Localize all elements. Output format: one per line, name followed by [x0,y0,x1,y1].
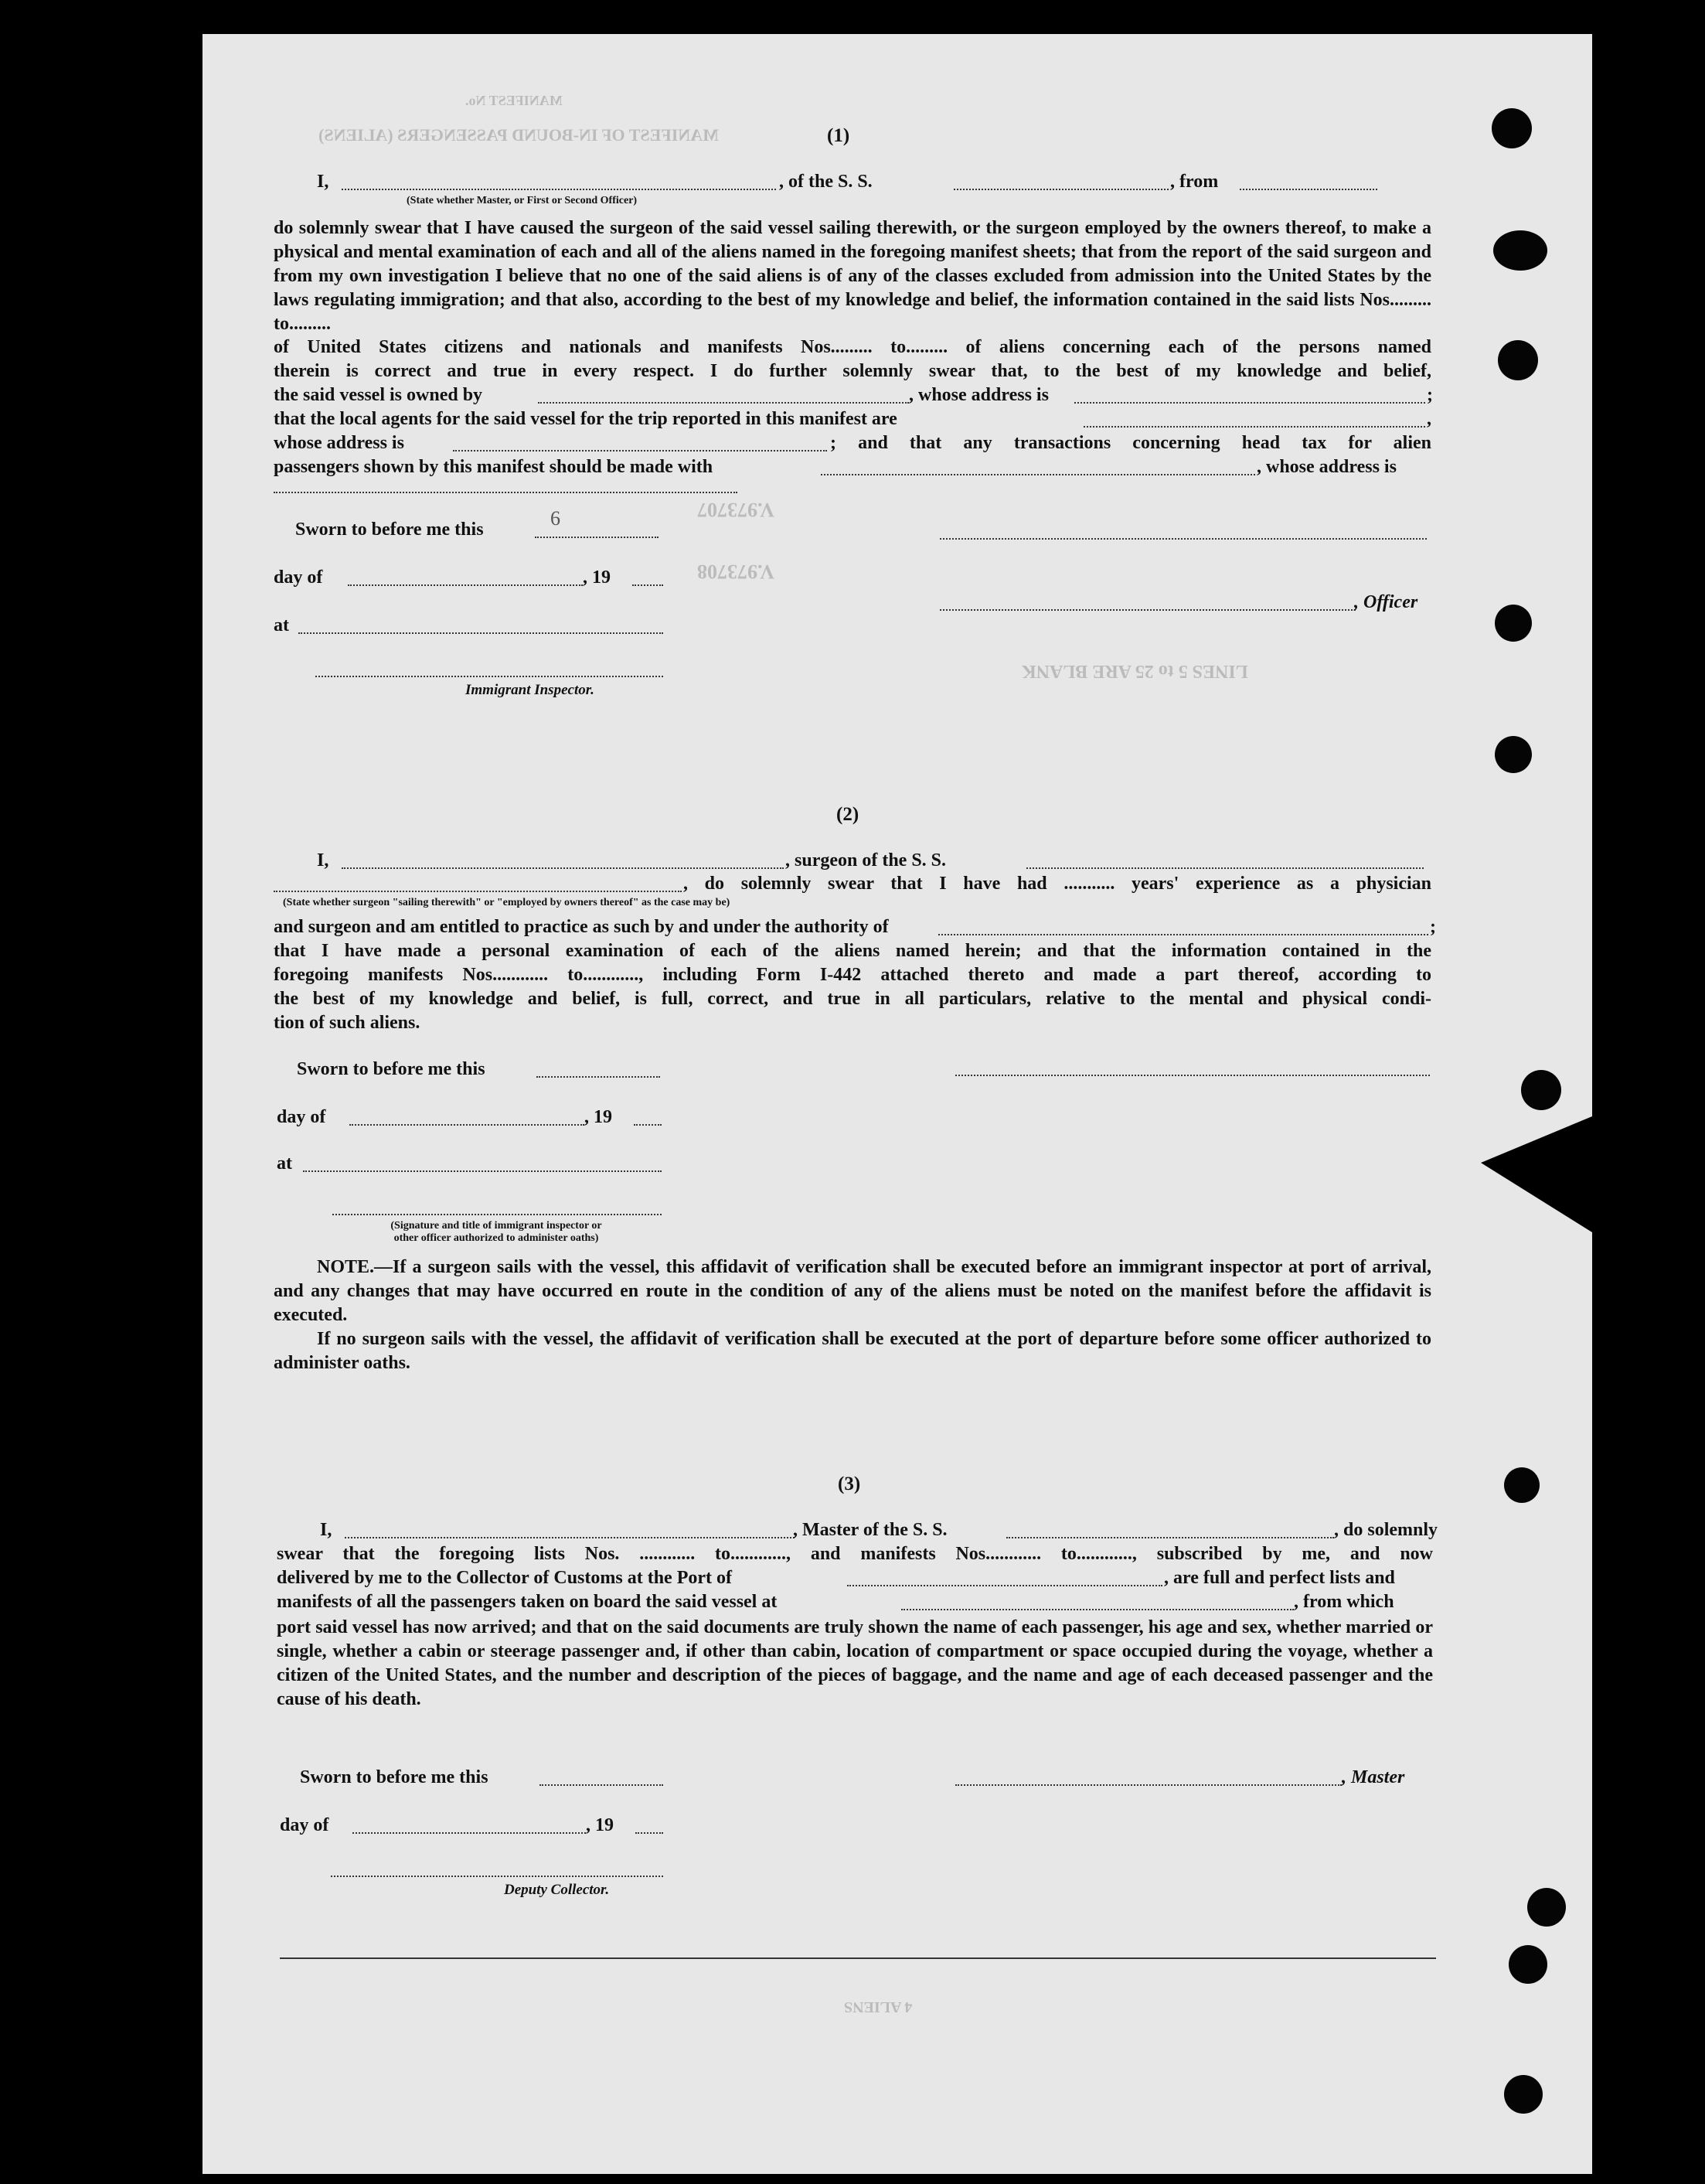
s1-local-agents: that the local agents for the said vessel for the trip reported in this manifest are [274,409,897,429]
punch-hole-4 [1495,605,1532,642]
s3-nineteen: , 19 [586,1815,614,1835]
s2-sig-note-2: other officer authorized to administer oaths) [393,1232,599,1244]
s3-vessel-blank[interactable] [1006,1537,1334,1538]
s1-year-blank[interactable] [632,584,663,586]
s2-sworn: Sworn to before me this [297,1059,485,1079]
punch-hole-1 [1492,108,1532,148]
s3-year-blank[interactable] [635,1832,663,1834]
bleed-ghost-number-2: V.973708 [697,560,774,583]
s1-agents-blank[interactable] [1084,426,1425,428]
s2-authority-blank[interactable] [938,934,1428,935]
s1-whose-address: , whose address is [909,385,1049,405]
s2-at: at [277,1153,292,1174]
s1-officer-title-line[interactable] [940,609,1356,611]
s3-from-which: , from which [1294,1592,1394,1612]
punch-hole-6 [1521,1070,1561,1110]
s3-line2: swear that the foregoing lists Nos. ............ to............, and manifests Nos............ to............, subscribed by me, and now [277,1544,1433,1564]
s1-officer-signature-line[interactable] [940,538,1427,540]
s1-nineteen: , 19 [583,567,611,588]
punch-hole-7 [1504,1467,1540,1503]
s1-day-blank[interactable] [348,584,583,586]
s1-officer-blank[interactable] [342,189,776,190]
s1-officer-label: , Officer [1354,592,1418,612]
s2-semicolon: ; [1430,917,1436,937]
bleed-manifest-no: MANIFEST No. [465,93,563,108]
s1-paragraph: do solemnly swear that I have caused the surgeon of the said vessel sailing therewith, or the surgeon employed by the owners thereof, to make a physical and mental examination of each and all of the aliens named in the foregoing manifest sheets; that from the report of the said surgeon and from my own investigation I believe that no one of the said aliens is of any of the classes excluded from admission into the United States by the laws regulating immigration; and that also, according to the best of my knowledge and belief, the information contained in the said lists Nos......... to......... [274,218,1431,334]
s2-at-blank[interactable] [303,1170,662,1172]
punch-hole-8 [1527,1888,1566,1927]
s1-head-tax-with: passengers shown by this manifest should be made with [274,457,713,477]
s1-line7: therein is correct and true in every respect. I do further solemnly swear that, to the best of my knowledge and belief, [274,361,1431,381]
s1-owner-blank[interactable] [538,402,909,404]
s1-from: , from [1170,172,1219,192]
s1-whose-address-2: , whose address is [1257,457,1397,477]
s2-line4: that I have made a personal examination of each of the aliens named herein; and that the information contained in the [274,941,1431,961]
s1-i: I, [317,172,329,192]
punch-hole-3 [1498,340,1538,380]
punch-hole-2 [1493,230,1547,271]
bleed-ghost-number-1: V.973707 [697,499,774,521]
s1-head-tax-blank[interactable] [821,474,1255,475]
s1-semicolon: ; [1427,385,1433,405]
s2-line7: tion of such aliens. [274,1013,420,1033]
s1-sworn: Sworn to before me this [295,520,484,540]
s1-address-continuation-blank[interactable] [274,492,737,493]
s2-nineteen: , 19 [584,1107,612,1127]
s3-master-label: , Master [1342,1767,1405,1787]
s3-collector: delivered by me to the Collector of Customs at the Port of [277,1568,732,1588]
punch-hole-10 [1504,2075,1543,2114]
s2-line6: the best of my knowledge and belief, is full, correct, and true in all particulars, relative to the mental and physical condi- [274,989,1431,1009]
section-3-title: (3) [838,1474,861,1494]
s1-owner-address-blank[interactable] [1074,402,1425,404]
s2-surgeon-signature-line[interactable] [955,1075,1430,1076]
s3-departure-port-blank[interactable] [901,1609,1294,1610]
s3-day-blank[interactable] [352,1832,586,1834]
punch-hole-9 [1509,1945,1547,1984]
s2-day-blank[interactable] [349,1124,584,1126]
s2-day-of: day of [277,1107,326,1127]
s2-state-note: (State whether surgeon "sailing therewith" or "employed by owners thereof" as the case may be) [283,897,730,908]
s2-note-paragraph: NOTE.—If a surgeon sails with the vessel, this affidavit of verification shall be executed before an immigrant inspector at port of arrival, and any changes that may have occurred en route in the condition of any of the aliens must be noted on the manifest before the affidavit is executed. [274,1257,1431,1325]
s1-inspector-line[interactable] [315,676,663,677]
s3-port-blank[interactable] [847,1585,1162,1586]
s3-deputy-label: Deputy Collector. [504,1882,610,1898]
bleed-title: MANIFEST OF IN-BOUND PASSENGERS (ALIENS) [318,125,719,145]
s3-manifests-at: manifests of all the passengers taken on board the said vessel at [277,1592,778,1612]
s2-line2: , do solemnly swear that I have had ........... years' experience as a physician [683,874,1431,894]
page-bottom-rule [280,1957,1436,1959]
s2-i: I, [317,850,329,871]
bleed-stamp: LINES 5 to 25 ARE BLANK [1022,661,1248,681]
s2-authority: and surgeon and am entitled to practice as such by and under the authority of [274,917,889,937]
s3-paragraph: port said vessel has now arrived; and that on the said documents are truly shown the name of each passenger, his age and sex, whether married or single, whether a cabin or steerage passenger and, if other than cabin, location of compartment or space occupied during the voyage, whether a citizen of the United States, and the number and description of the pieces of baggage, and the name and age of each deceased passenger and the cause of his death. [277,1617,1433,1709]
s2-sworn-blank[interactable] [536,1076,660,1078]
s3-i: I, [320,1520,332,1540]
s1-from-blank[interactable] [1240,189,1377,190]
edge-notch [1481,1116,1592,1232]
s2-sailing-blank[interactable] [274,891,682,892]
s1-agent-address-blank[interactable] [453,450,827,451]
s1-inspector-label: Immigrant Inspector. [465,682,594,698]
s1-vessel-blank[interactable] [954,189,1169,190]
punch-hole-5 [1495,736,1532,773]
s1-sworn-day: 6 [550,507,560,530]
s2-vessel-blank[interactable] [1026,867,1424,869]
s3-master-of: , Master of the S. S. [793,1520,948,1540]
s3-sworn-blank[interactable] [539,1784,663,1786]
s2-surgeon-name-blank[interactable] [342,867,784,869]
s2-sig-note-1: (Signature and title of immigrant inspector or [390,1220,602,1232]
section-2-title: (2) [836,804,859,825]
s3-master-signature-line[interactable] [955,1784,1342,1786]
s2-inspector-line[interactable] [332,1214,662,1215]
s3-day-of: day of [280,1815,329,1835]
s3-deputy-line[interactable] [331,1876,663,1877]
s1-day-of: day of [274,567,323,588]
s2-note-paragraph-2: If no surgeon sails with the vessel, the affidavit of verification shall be executed at the port of departure before some officer authorized to administer oaths. [274,1329,1431,1373]
section-1-title: (1) [827,125,850,146]
s3-sworn: Sworn to before me this [300,1767,488,1787]
s2-line5: foregoing manifests Nos............ to............, including Form I-442 attached thereto and made a part thereof, according to [274,965,1431,985]
s1-at: at [274,615,289,635]
s1-agent-address-label: whose address is [274,433,404,453]
s1-of-ss: , of the S. S. [779,172,873,192]
bleed-bottom: 4 ALIENS [844,1998,913,2015]
s1-sworn-blank[interactable] [535,537,659,538]
s3-master-name-blank[interactable] [345,1537,795,1538]
manifest-page [202,34,1592,2174]
s3-full-perfect: , are full and perfect lists and [1164,1568,1395,1588]
s2-surgeon-of: , surgeon of the S. S. [785,850,947,871]
s1-owned-by: the said vessel is owned by [274,385,483,405]
s1-head-tax: ; and that any transactions concerning head tax for alien [830,433,1431,453]
s3-solemnly: , do solemnly [1334,1520,1438,1540]
s1-comma: , [1427,409,1431,429]
s1-line6: of United States citizens and nationals and manifests Nos......... to......... of aliens concerning each of the persons named [274,337,1431,357]
s1-state-note: (State whether Master, or First or Second Officer) [407,195,638,206]
s1-at-blank[interactable] [298,632,663,634]
s2-year-blank[interactable] [634,1124,662,1126]
